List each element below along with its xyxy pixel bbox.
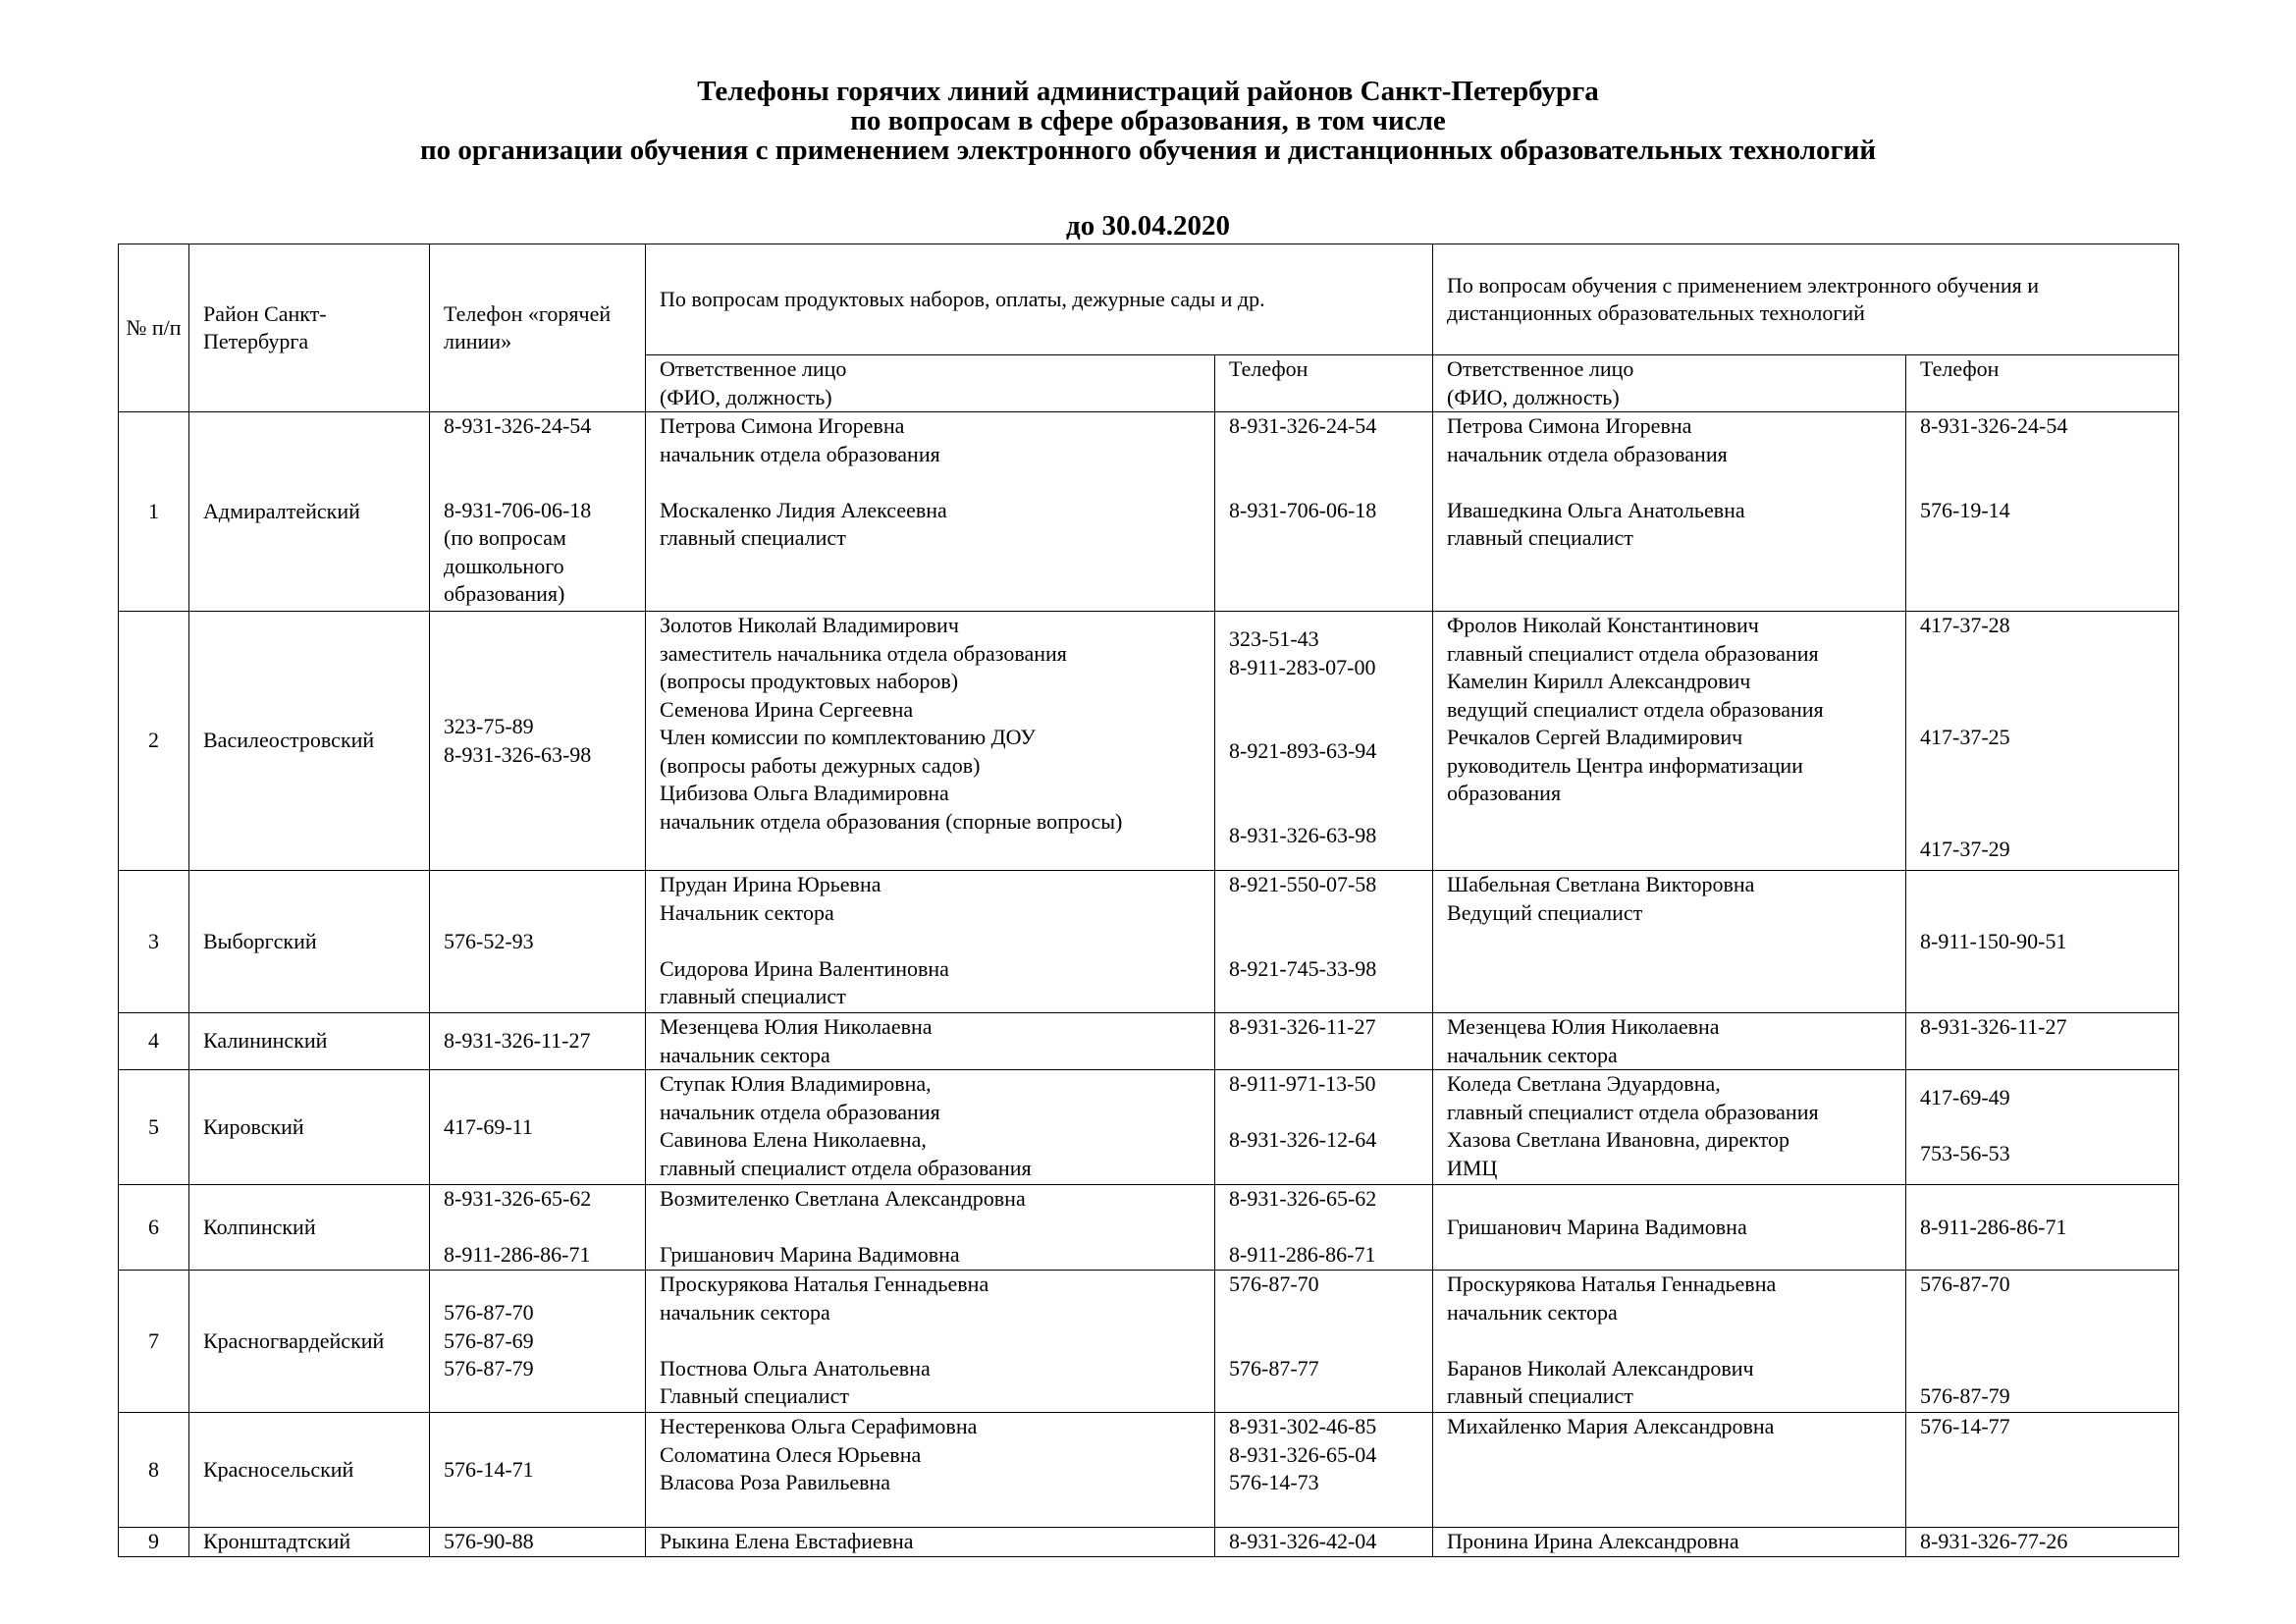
cell-line: Цибизова Ольга Владимировна [660,781,949,805]
document-date: до 30.04.2020 [1066,210,1230,242]
cell-line: 417-37-25 [1920,725,2010,749]
cell-line: Ступак Юлия Владимировна, [660,1071,932,1096]
cell-line: Проскурякова Наталья Геннадьевна [660,1272,989,1296]
cell-line [1920,468,2168,497]
cell-line [1920,1112,2168,1141]
header-person-1: Ответственное лицо (ФИО, должность) [646,355,1215,412]
cell-line: (по вопросам [444,525,566,550]
cell-line [444,441,635,469]
cell-line: 8-921-550-07-58 [1229,872,1377,896]
responsible-person-distance [1433,1413,1906,1528]
responsible-person-distance [1433,612,1906,871]
responsible-person-distance [1433,1528,1906,1557]
cell-line [1920,696,2168,725]
cell-line [1229,441,1422,469]
header-num: № п/п [119,244,189,412]
cell-line: образования) [444,581,565,606]
cell-line [1920,780,2168,808]
cell-line: главный специалист [1447,1383,1633,1408]
cell-line [660,1214,1204,1242]
cell-line [1920,1299,2168,1327]
cell-line [1229,927,1422,955]
cell-line: Мезенцева Юлия Николаевна [660,1014,933,1039]
phone-products [1215,1185,1433,1271]
phone-products [1215,1413,1433,1528]
header-group-products: По вопросам продуктовых наборов, оплаты, дежурные сады и др. [646,244,1433,355]
table-row [119,1528,2179,1557]
cell-line: 8-931-706-06-18 [444,497,592,522]
responsible-person-products [646,1070,1215,1185]
cell-line: 8-931-326-11-27 [1920,1014,2067,1039]
hotline-phone [430,1528,646,1557]
cell-line: 576-90-88 [444,1529,534,1554]
cell-line: Коледа Светлана Эдуардовна, [1447,1071,1721,1096]
cell-line: 576-14-77 [1920,1414,2010,1438]
cell-line: 8-931-706-06-18 [1229,497,1377,522]
table-row [119,612,2179,871]
cell-line: Рыкина Елена Евстафиевна [660,1529,914,1553]
cell-line: 8-931-326-63-98 [1229,822,1377,847]
title-line-3: по организации обучения с применением электронного обучения и дистанционных образовательных технологий [419,135,1877,166]
cell-line: Петрова Симона Игоревна [660,413,905,438]
cell-line [1229,1326,1422,1355]
table-row [119,871,2179,1013]
cell-line [1229,1299,1422,1327]
cell-line: Член комиссии по комплектованию ДОУ [660,725,1036,749]
cell-line: Гришанович Марина Вадимовна [1447,1214,1747,1239]
cell-line: 8-931-326-65-62 [1229,1186,1377,1211]
cell-line: 576-19-14 [1920,497,2010,522]
hotline-phone [430,1013,646,1070]
phone-distance [1906,412,2179,612]
cell-line: 576-87-70 [1229,1272,1319,1296]
cell-line: 576-14-71 [444,1456,534,1482]
responsible-person-products [646,1013,1215,1070]
responsible-person-distance [1433,412,1906,612]
cell-line: Ивашедкина Ольга Анатольевна [1447,497,1745,522]
cell-line [1447,1326,1896,1355]
cell-line: Пронина Ирина Александровна [1447,1529,1739,1553]
district-name: Кировский [189,1070,430,1185]
cell-line: 576-52-93 [444,928,534,953]
phone-distance [1906,1185,2179,1271]
cell-line [660,1326,1204,1355]
hotlines-table [118,244,2179,1557]
cell-line: Камелин Кирилл Александрович [1447,669,1751,693]
responsible-person-distance [1433,1271,1906,1413]
cell-line: Шабельная Светлана Викторовна [1447,872,1755,896]
cell-line: Петрова Симона Игоревна [1447,413,1692,438]
header-district: Район Санкт-Петербурга [189,244,430,412]
cell-line: главный специалист отдела образования [1447,640,1819,666]
responsible-person-products [646,1271,1215,1413]
responsible-person-products [646,871,1215,1013]
cell-line: Михайленко Мария Александровна [1447,1414,1775,1438]
cell-line: Ведущий специалист [1447,899,1643,925]
header-phone-2: Телефон [1906,355,2179,412]
hotline-phone [430,412,646,612]
cell-line: 576-87-70 [1920,1272,2010,1296]
cell-line [1920,752,2168,781]
cell-line: 8-911-283-07-00 [1229,654,1376,679]
responsible-person-distance [1433,1013,1906,1070]
cell-line: 576-87-77 [1229,1355,1319,1380]
district-name: Василеостровский [189,612,430,871]
district-name: Красногвардейский [189,1271,430,1413]
cell-line: Начальник сектора [660,899,834,925]
header-hotline: Телефон «горячей линии» [430,244,646,412]
cell-line: Мезенцева Юлия Николаевна [1447,1014,1720,1039]
cell-line: заместитель начальника отдела образования [660,640,1067,666]
cell-line: 753-56-53 [1920,1141,2010,1165]
cell-line: (вопросы продуктовых наборов) [660,669,959,693]
header-group-distance: По вопросам обучения с применением электронного обучения и дистанционных образовательных технологий [1433,244,2179,355]
cell-line: 8-921-745-33-98 [1229,955,1377,981]
cell-line [1229,1099,1422,1127]
hotline-phone [430,1185,646,1271]
cell-line: начальник отдела образования (спорные вопросы) [660,808,1123,834]
cell-line: Баранов Николай Александрович [1447,1355,1754,1380]
cell-line: Сидорова Ирина Валентиновна [660,955,949,981]
cell-line [1229,468,1422,497]
header-phone-1: Телефон [1215,355,1433,412]
cell-line [1920,1326,2168,1355]
hotline-phone [430,1271,646,1413]
cell-line [1229,793,1422,822]
cell-line [444,468,635,497]
phone-products [1215,612,1433,871]
phone-products [1215,1528,1433,1557]
cell-line: 8-931-326-65-04 [1229,1441,1377,1467]
cell-line [1920,668,2168,696]
cell-line: Прудан Ирина Юрьевна [660,872,881,896]
cell-line [444,1214,635,1242]
cell-line [660,468,1204,497]
row-number: 7 [119,1271,189,1413]
cell-line: 8-931-326-42-04 [1229,1529,1377,1553]
cell-line: начальник сектора [660,1299,830,1325]
phone-distance [1906,612,2179,871]
cell-line: 323-75-89 [444,714,534,738]
title-line-1: Телефоны горячих линий администраций районов Санкт-Петербурга [697,76,1599,107]
phone-products [1215,1013,1433,1070]
cell-line: Золотов Николай Владимирович [660,613,959,637]
cell-line: дошкольного [444,553,564,578]
cell-line [1229,899,1422,928]
cell-line: начальник сектора [1447,1042,1618,1067]
cell-line: начальник сектора [660,1042,830,1067]
cell-line: Соломатина Олеся Юрьевна [660,1441,922,1467]
cell-line: 417-69-11 [444,1113,533,1139]
row-number: 6 [119,1185,189,1271]
cell-line: 8-911-286-86-71 [1920,1214,2067,1239]
responsible-person-distance [1433,871,1906,1013]
cell-line: ИМЦ [1447,1155,1498,1180]
cell-line: 8-931-326-65-62 [444,1186,592,1211]
phone-distance [1906,1271,2179,1413]
cell-line: Савинова Елена Николаевна, [660,1127,927,1152]
cell-line: начальник отдела образования [660,1099,940,1124]
row-number: 4 [119,1013,189,1070]
cell-line: образования [1447,781,1562,805]
cell-line: 323-51-43 [1229,626,1319,651]
cell-line: 8-921-893-63-94 [1229,738,1377,763]
hotline-phone [430,612,646,871]
cell-line: 8-931-326-11-27 [444,1028,591,1054]
phone-products [1215,412,1433,612]
row-number: 1 [119,412,189,612]
phone-distance [1906,871,2179,1013]
cell-line: (вопросы работы дежурных садов) [660,752,981,778]
cell-line: 8-931-302-46-85 [1229,1414,1377,1438]
cell-line [1920,441,2168,469]
responsible-person-products [646,1185,1215,1271]
cell-line: Фролов Николай Константинович [1447,613,1759,637]
cell-line: 8-911-286-86-71 [444,1242,591,1267]
cell-line: Главный специалист [660,1383,849,1408]
cell-line: Нестеренкова Ольга Серафимовна [660,1414,978,1438]
cell-line: Проскурякова Наталья Геннадьевна [1447,1272,1777,1296]
row-number: 5 [119,1070,189,1185]
table-row [119,1271,2179,1413]
cell-line: 576-87-79 [1920,1383,2010,1408]
cell-line [1229,710,1422,738]
cell-line: главный специалист отдела образования [1447,1099,1819,1124]
table-row [119,1185,2179,1271]
district-name: Красносельский [189,1413,430,1528]
cell-line: 8-931-326-12-64 [1229,1127,1377,1152]
header-person-2: Ответственное лицо (ФИО, должность) [1433,355,1906,412]
cell-line: 417-37-29 [1920,837,2010,861]
cell-line: Семенова Ирина Сергеевна [660,696,914,722]
phone-distance [1906,1528,2179,1557]
phone-distance [1906,1070,2179,1185]
cell-line: начальник сектора [1447,1299,1618,1325]
cell-line: Речкалов Сергей Владимирович [1447,725,1743,749]
cell-line: Постнова Ольга Анатольевна [660,1355,931,1380]
cell-line: 8-911-286-86-71 [1229,1242,1376,1267]
cell-line: Возмителенко Светлана Александровна [660,1186,1026,1211]
cell-line: 576-87-70 [444,1300,534,1326]
cell-line [1447,468,1896,497]
cell-line: 8-931-326-63-98 [444,741,592,767]
cell-line: главный специалист отдела образования [660,1155,1032,1180]
cell-line: Власова Роза Равильевна [660,1470,891,1494]
district-name: Калининский [189,1013,430,1070]
title-line-2: по вопросам в сфере образования, в том числе [850,105,1446,136]
hotline-phone [430,1413,646,1528]
cell-line: главный специалист [660,984,846,1008]
phone-products [1215,1271,1433,1413]
responsible-person-distance [1433,1185,1906,1271]
cell-line: 8-931-326-24-54 [444,413,592,438]
responsible-person-products [646,1413,1215,1528]
cell-line: начальник отдела образования [1447,441,1728,466]
cell-line: 576-87-69 [444,1327,534,1353]
cell-line [1920,640,2168,669]
cell-line: 8-931-326-11-27 [1229,1014,1376,1039]
district-name: Выборгский [189,871,430,1013]
cell-line: ведущий специалист отдела образования [1447,696,1824,722]
cell-line: 8-931-326-24-54 [1229,413,1377,438]
cell-line: 8-911-150-90-51 [1920,928,2067,953]
cell-line: 417-37-28 [1920,613,2010,637]
document-title [0,77,2296,165]
phone-products [1215,871,1433,1013]
hotline-phone [430,871,646,1013]
phone-distance [1906,1413,2179,1528]
table-body [119,412,2179,1557]
table-row [119,1413,2179,1528]
district-name: Кронштадтский [189,1528,430,1557]
row-number: 9 [119,1528,189,1557]
phone-products [1215,1070,1433,1185]
cell-line: главный специалист [1447,525,1633,550]
cell-line [1229,681,1422,710]
table-row [119,1070,2179,1185]
table-row [119,412,2179,612]
row-number: 3 [119,871,189,1013]
cell-line: Хазова Светлана Ивановна, директор [1447,1127,1790,1152]
cell-line [1229,766,1422,794]
responsible-person-products [646,412,1215,612]
responsible-person-products [646,612,1215,871]
cell-line [1920,1355,2168,1383]
cell-line: 576-87-79 [444,1356,534,1381]
cell-line [1920,808,2168,837]
responsible-person-products [646,1528,1215,1557]
row-number: 2 [119,612,189,871]
cell-line [1229,1214,1422,1242]
cell-line: главный специалист [660,525,846,550]
district-name: Адмиралтейский [189,412,430,612]
cell-line: Москаленко Лидия Алексеевна [660,497,947,522]
hotline-phone [430,1070,646,1185]
cell-line: руководитель Центра информатизации [1447,752,1803,778]
district-name: Колпинский [189,1185,430,1271]
row-number: 8 [119,1413,189,1528]
cell-line: 8-931-326-77-26 [1920,1529,2068,1553]
cell-line: 8-911-971-13-50 [1229,1071,1376,1096]
cell-line: Гришанович Марина Вадимовна [660,1242,960,1267]
table-row [119,1013,2179,1070]
cell-line: 8-931-326-24-54 [1920,413,2068,438]
phone-distance [1906,1013,2179,1070]
responsible-person-distance [1433,1070,1906,1185]
cell-line: 576-14-73 [1229,1470,1319,1494]
cell-line: 417-69-49 [1920,1085,2010,1110]
cell-line: начальник отдела образования [660,441,940,466]
cell-line [660,927,1204,955]
